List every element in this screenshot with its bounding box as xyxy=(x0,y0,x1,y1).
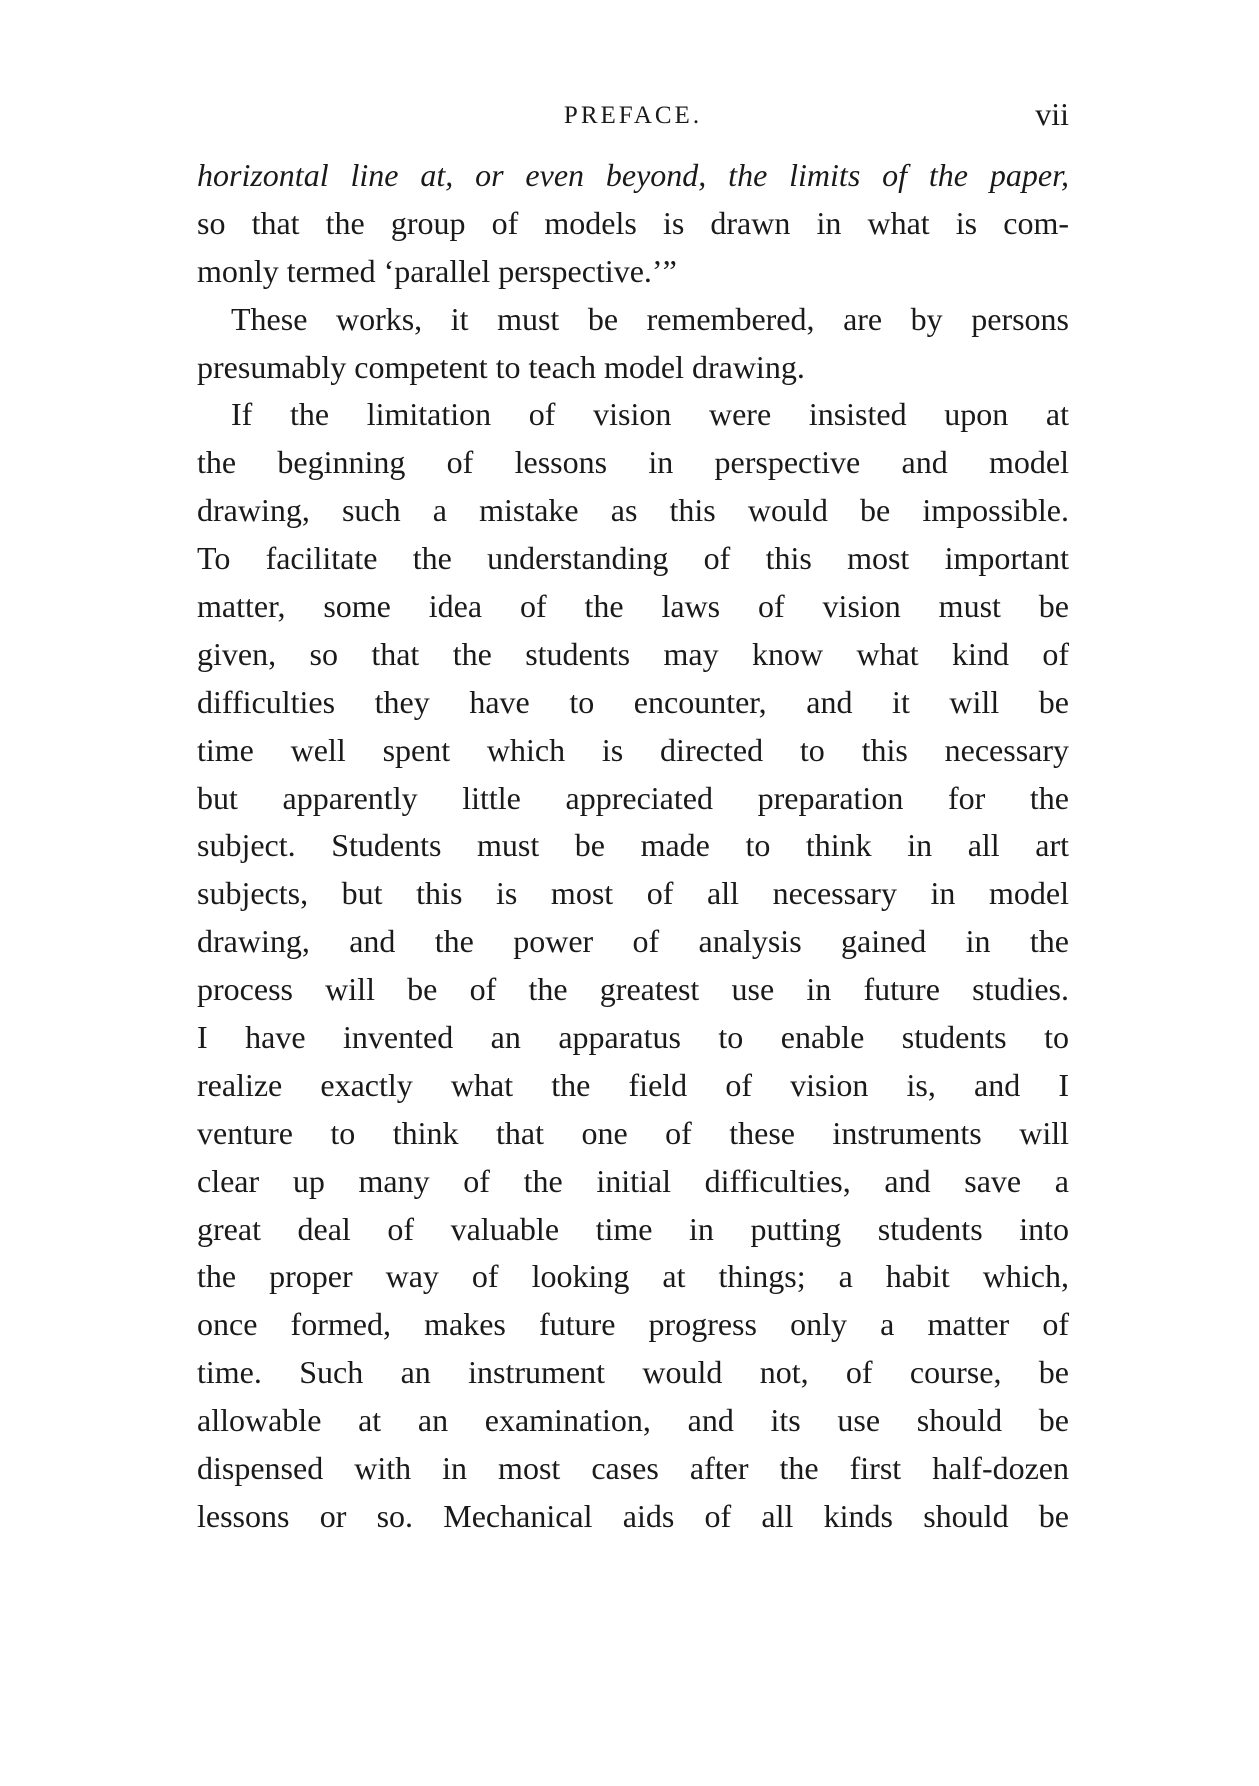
text-line: time. Such an instrument would not, of course, be xyxy=(197,1354,1069,1391)
text-line: lessons or so. Mechanical aids of all kinds should be xyxy=(197,1497,1069,1534)
text-line: so that the group of models is drawn in what is com- xyxy=(197,204,1069,241)
text-line: allowable at an examination, and its use should be xyxy=(197,1402,1069,1439)
text-line: the proper way of looking at things; a habit which, xyxy=(197,1258,1069,1295)
running-title: PREFACE. xyxy=(563,102,703,129)
running-header xyxy=(197,96,1069,136)
text-line: given, so that the students may know what kind of xyxy=(197,635,1069,672)
text-line: venture to think that one of these instruments will xyxy=(197,1114,1069,1151)
text-line: To facilitate the understanding of this most important xyxy=(197,540,1069,577)
text-line: time well spent which is directed to this necessary xyxy=(197,731,1069,768)
text-line: process will be of the greatest use in future studies. xyxy=(197,971,1069,1008)
text-line: horizontal line at, or even beyond, the limits of the paper, xyxy=(197,157,1069,193)
text-line: realize exactly what the field of vision is, and I xyxy=(197,1066,1069,1103)
page-number: vii xyxy=(1035,96,1069,132)
text-line: drawing, and the power of analysis gained in the xyxy=(197,923,1069,960)
text-line: drawing, such a mistake as this would be impossible. xyxy=(197,492,1069,529)
text-line: difficulties they have to encounter, and it will be xyxy=(197,683,1069,720)
text-line: matter, some idea of the laws of vision must be xyxy=(197,588,1069,625)
body-text xyxy=(197,152,1069,1541)
text-line: subjects, but this is most of all necessary in model xyxy=(197,875,1069,912)
text-line: monly termed ‘parallel perspective.’” xyxy=(197,252,677,289)
text-line: I have invented an apparatus to enable students to xyxy=(197,1019,1069,1056)
text-line: These works, it must be remembered, are by persons xyxy=(231,300,1069,337)
text-line: once formed, makes future progress only a matter of xyxy=(197,1306,1069,1343)
text-line: If the limitation of vision were insisted upon at xyxy=(231,396,1069,433)
text-line: but apparently little appreciated preparation for the xyxy=(197,779,1069,816)
text-line: subject. Students must be made to think in all art xyxy=(197,827,1069,864)
text-line: great deal of valuable time in putting students into xyxy=(197,1210,1069,1247)
text-line: presumably competent to teach model drawing. xyxy=(197,348,805,385)
text-line: dispensed with in most cases after the first half-dozen xyxy=(197,1450,1069,1487)
text-line: the beginning of lessons in perspective and model xyxy=(197,444,1069,481)
text-line: clear up many of the initial difficulties, and save a xyxy=(197,1162,1069,1199)
